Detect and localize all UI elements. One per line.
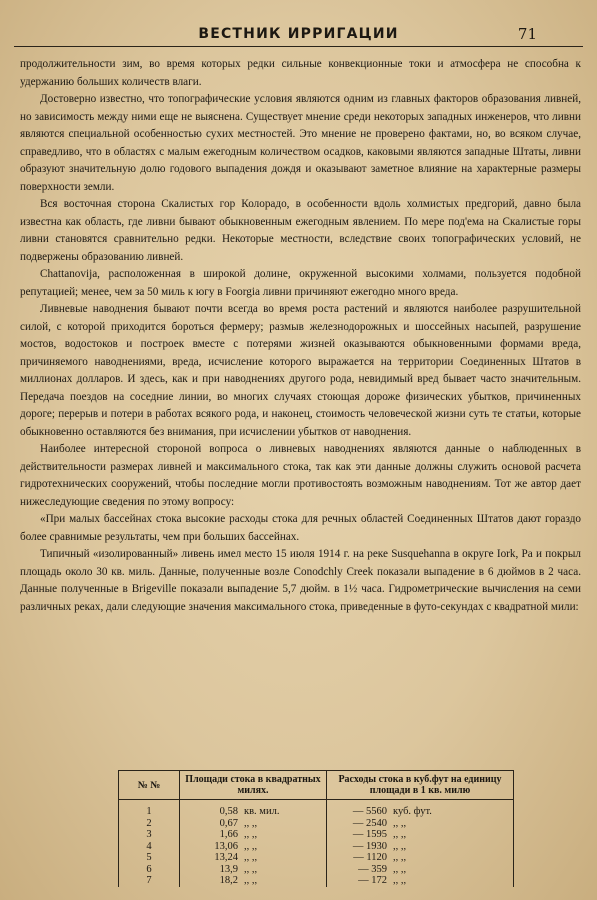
area-cell — [180, 829, 327, 841]
rate-value: — 1120 — [353, 852, 387, 863]
area-unit: кв. мил. — [244, 806, 280, 817]
rate-unit: ,, ,, — [393, 817, 407, 829]
row-number: 2 — [119, 818, 180, 830]
paragraph: Типичный «изолированный» ливень имел место 15 июля 1914 г. на реке Susquehanna в округе Iork, Pa и покрыл площадь около 30 кв. миль. Данные, полученные возле Conodchly Creek показали выпадение в 6 дюймов в 2 часа. Данные полученные в Brigeville показали выпадение 5,7 дюйм. в 1½ часа. Гидрометрические вычисления на семи различных реках, дали следующие значения максимального стока, приведенные в футо-секундах с квадратной мили: — [20, 548, 581, 613]
header-rate: Расходы стока в куб.фут на единицу площади в 1 кв. милю — [327, 771, 514, 800]
rate-unit: куб. фут. — [393, 806, 432, 817]
area-unit: ,, ,, — [244, 863, 258, 875]
page-number: 71 — [517, 25, 537, 43]
rate-unit: ,, ,, — [393, 863, 407, 875]
rate-cell — [327, 875, 514, 887]
area-cell — [180, 864, 327, 876]
journal-title: ВЕСТНИК ИРРИГАЦИИ — [198, 26, 399, 42]
area-unit: ,, ,, — [244, 875, 258, 886]
table-row — [119, 852, 514, 864]
area-value: 13,24 — [214, 852, 238, 863]
page-header — [14, 24, 583, 47]
paragraph: Достоверно известно, что топографические условия являются одним из главных факторов образования ливней, но зависимость между ними еще не выяснена. Существует мнение среди некоторых западных инженеров, что ливни являются специальной особенностью сухих местностей. Это мнение не проверено фактами, но, во всяком случае, справедливо, что в областях с малым ежегодным количеством осадков, каковыми являются западные Штаты, ливни образуют значительную долю годового выпадения дождя и оказывают заметное влияние на характерные размеры поверхности земли. — [20, 93, 581, 193]
area-cell — [180, 806, 327, 818]
rate-cell — [327, 841, 514, 853]
rate-value: — 2540 — [352, 817, 387, 829]
runoff-table — [118, 770, 514, 887]
area-cell — [180, 818, 327, 830]
rate-value: — 5560 — [352, 806, 387, 817]
table-row — [119, 841, 514, 853]
row-number: 6 — [119, 864, 180, 876]
area-value: 0,67 — [219, 817, 238, 829]
article-body — [20, 56, 581, 616]
rate-value: — 172 — [358, 875, 387, 886]
rate-unit: ,, ,, — [393, 852, 407, 863]
area-cell — [180, 875, 327, 887]
header-area: Площади стока в квадратных милях. — [180, 771, 327, 800]
area-unit: ,, ,, — [244, 817, 258, 829]
area-unit: ,, ,, — [244, 829, 258, 840]
rate-unit: ,, ,, — [393, 840, 407, 852]
rate-unit: ,, ,, — [393, 829, 407, 840]
rate-value: — 359 — [358, 863, 387, 875]
table-row — [119, 864, 514, 876]
paragraph: Наиболее интересной стороной вопроса о ливневых наводнениях являются данные о наблюденных в действительности размерах ливней и максимального стока, так как эти данные должны служить основой расчета гидротехнических сооружений, чтобы последние могли противостоять возможным наводнениям. Тот же автор дает нижеследующие сведения по этому вопросу: — [20, 443, 581, 508]
area-value: 13,06 — [214, 840, 238, 852]
paragraph: продолжительности зим, во время которых редки сильные конвекционные токи и атмосфера не способна к удержанию больших количеств влаги. — [20, 58, 581, 88]
area-cell — [180, 841, 327, 853]
rate-cell — [327, 806, 514, 818]
area-value: 0,58 — [219, 806, 238, 817]
rate-unit: ,, ,, — [393, 875, 407, 886]
rate-cell — [327, 852, 514, 864]
paragraph: Ливневые наводнения бывают почти всегда во время роста растений и являются наиболее разрушительной силой, с которой приходится бороться фермеру; размыв железнодорожных и шоссейных насыпей, разрушение мостов, водостоков и построек вместе с потерями жизней оказываются обыкновенными формами вреда, причиняемого наводнениями, вреда, исчисление которого выражается на территории Соединенных Штатов в миллионах долларов. И здесь, как и при наводнениях другого рода, невидимый вред бывает часто значительным. Передача поездов на соседние линии, во многих случаях стоющая дороже физических убытков, причиненных дороге; перерыв и потери в работах всякого рода, и наконец, стоимость человеческой жизни суть те статьи, которые обыкновенно оставляются без внимания, при исчислении убытков от наводнения. — [20, 303, 581, 438]
rate-cell — [327, 818, 514, 830]
table-row — [119, 829, 514, 841]
rate-cell — [327, 864, 514, 876]
row-number: 4 — [119, 841, 180, 853]
table-row — [119, 875, 514, 887]
rate-value: — 1595 — [352, 829, 387, 840]
area-unit: ,, ,, — [244, 852, 258, 863]
area-value: 13,9 — [219, 863, 238, 875]
area-cell — [180, 852, 327, 864]
paragraph: Вся восточная сторона Скалистых гор Колорадо, в особенности вдоль холмистых предгорий, давно была известна как область, где ливни бывают обыкновенным ежегодным явлением. По мере под'ема на Скалистые горы ливни становятся сравнительно редки. Некоторые местности, вследствие своих топографических условий, не подвержены образованию ливней. — [20, 198, 581, 263]
paragraph: «При малых бассейнах стока высокие расходы стока для речных областей Соединенных Штатов дают гораздо более сравнимые результаты, чем при больших бассейнах. — [20, 513, 581, 543]
row-number: 1 — [119, 806, 180, 818]
row-number: 7 — [119, 875, 180, 887]
table-header-row — [119, 771, 514, 800]
header-number: № № — [119, 771, 180, 800]
paragraph: Chattanovija, расположенная в широкой долине, окруженной высокими холмами, пользуется подобной репутацией; менее, чем за 50 миль к югу в Foorgia ливни причиняют ежегодно много вреда. — [20, 268, 581, 298]
table-row — [119, 818, 514, 830]
area-unit: ,, ,, — [244, 840, 258, 852]
table-row — [119, 806, 514, 818]
area-value: 18,2 — [219, 875, 238, 886]
rate-cell — [327, 829, 514, 841]
area-value: 1,66 — [219, 829, 238, 840]
row-number: 5 — [119, 852, 180, 864]
rate-value: — 1930 — [352, 840, 387, 852]
row-number: 3 — [119, 829, 180, 841]
